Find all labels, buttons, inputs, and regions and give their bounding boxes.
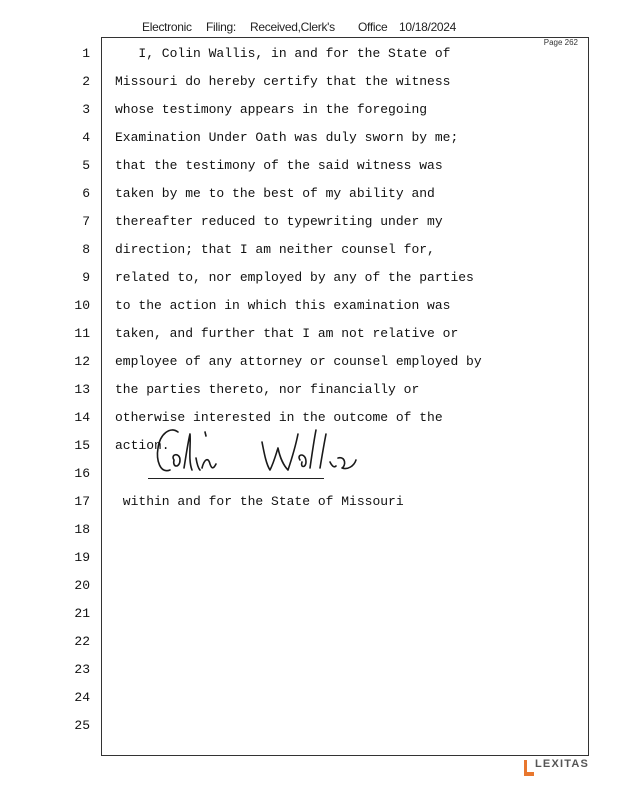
transcript-line-text: otherwise interested in the outcome of the — [115, 410, 443, 425]
header-date: 10/18/2024 — [399, 20, 457, 34]
line-number: 2 — [82, 74, 90, 89]
transcript-line-text: that the testimony of the said witness was — [115, 158, 443, 173]
filing-header — [142, 20, 502, 36]
line-number: 24 — [74, 690, 90, 705]
line-number: 19 — [74, 550, 90, 565]
transcript-line-text: direction; that I am neither counsel for, — [115, 242, 435, 257]
line-number: 9 — [82, 270, 90, 285]
transcript-line-text: taken by me to the best of my ability and — [115, 186, 435, 201]
line-number: 7 — [82, 214, 90, 229]
line-number: 11 — [74, 326, 90, 341]
line-number: 14 — [74, 410, 90, 425]
transcript-line-text: taken, and further that I am not relative or — [115, 326, 459, 341]
line-number: 12 — [74, 354, 90, 369]
line-number: 1 — [82, 46, 90, 61]
lexitas-mark-icon — [524, 760, 534, 776]
transcript-line-text: whose testimony appears in the foregoing — [115, 102, 428, 117]
line-number: 5 — [82, 158, 90, 173]
header-received: Received,Clerk's — [250, 20, 335, 34]
line-number: 10 — [74, 298, 90, 313]
line-number: 20 — [74, 578, 90, 593]
line-number: 18 — [74, 522, 90, 537]
lexitas-logo — [524, 758, 594, 778]
handwritten-signature — [150, 420, 365, 480]
line-number: 4 — [82, 130, 90, 145]
line-number: 25 — [74, 718, 90, 733]
transcript-line-text: Examination Under Oath was duly sworn by me; — [115, 130, 459, 145]
line-number: 16 — [74, 466, 90, 481]
header-filing: Filing: — [206, 20, 236, 34]
line-number: 3 — [82, 102, 90, 117]
transcript-line-text: action. — [115, 438, 170, 453]
transcript-line-text: I, Colin Wallis, in and for the State of — [115, 46, 451, 61]
header-electronic: Electronic — [142, 20, 192, 34]
transcript-line-text: to the action in which this examination was — [115, 298, 451, 313]
transcript-line-text: thereafter reduced to typewriting under my — [115, 214, 443, 229]
line-number: 8 — [82, 242, 90, 257]
line-number: 22 — [74, 634, 90, 649]
line-number: 13 — [74, 382, 90, 397]
transcript-line-text: within and for the State of Missouri — [115, 494, 404, 509]
line-number: 15 — [74, 438, 90, 453]
transcript-line-text: the parties thereto, nor financially or — [115, 382, 420, 397]
page-number: Page 262 — [543, 38, 578, 47]
transcript-line-text: Missouri do hereby certify that the witness — [115, 74, 451, 89]
transcript-line-text: related to, nor employed by any of the parties — [115, 270, 474, 285]
line-number: 17 — [74, 494, 90, 509]
header-office: Office — [358, 20, 388, 34]
lexitas-logo-text: LEXITAS — [535, 758, 590, 770]
line-number: 6 — [82, 186, 90, 201]
line-number: 21 — [74, 606, 90, 621]
transcript-line-text: employee of any attorney or counsel employed by — [115, 354, 482, 369]
line-number: 23 — [74, 662, 90, 677]
